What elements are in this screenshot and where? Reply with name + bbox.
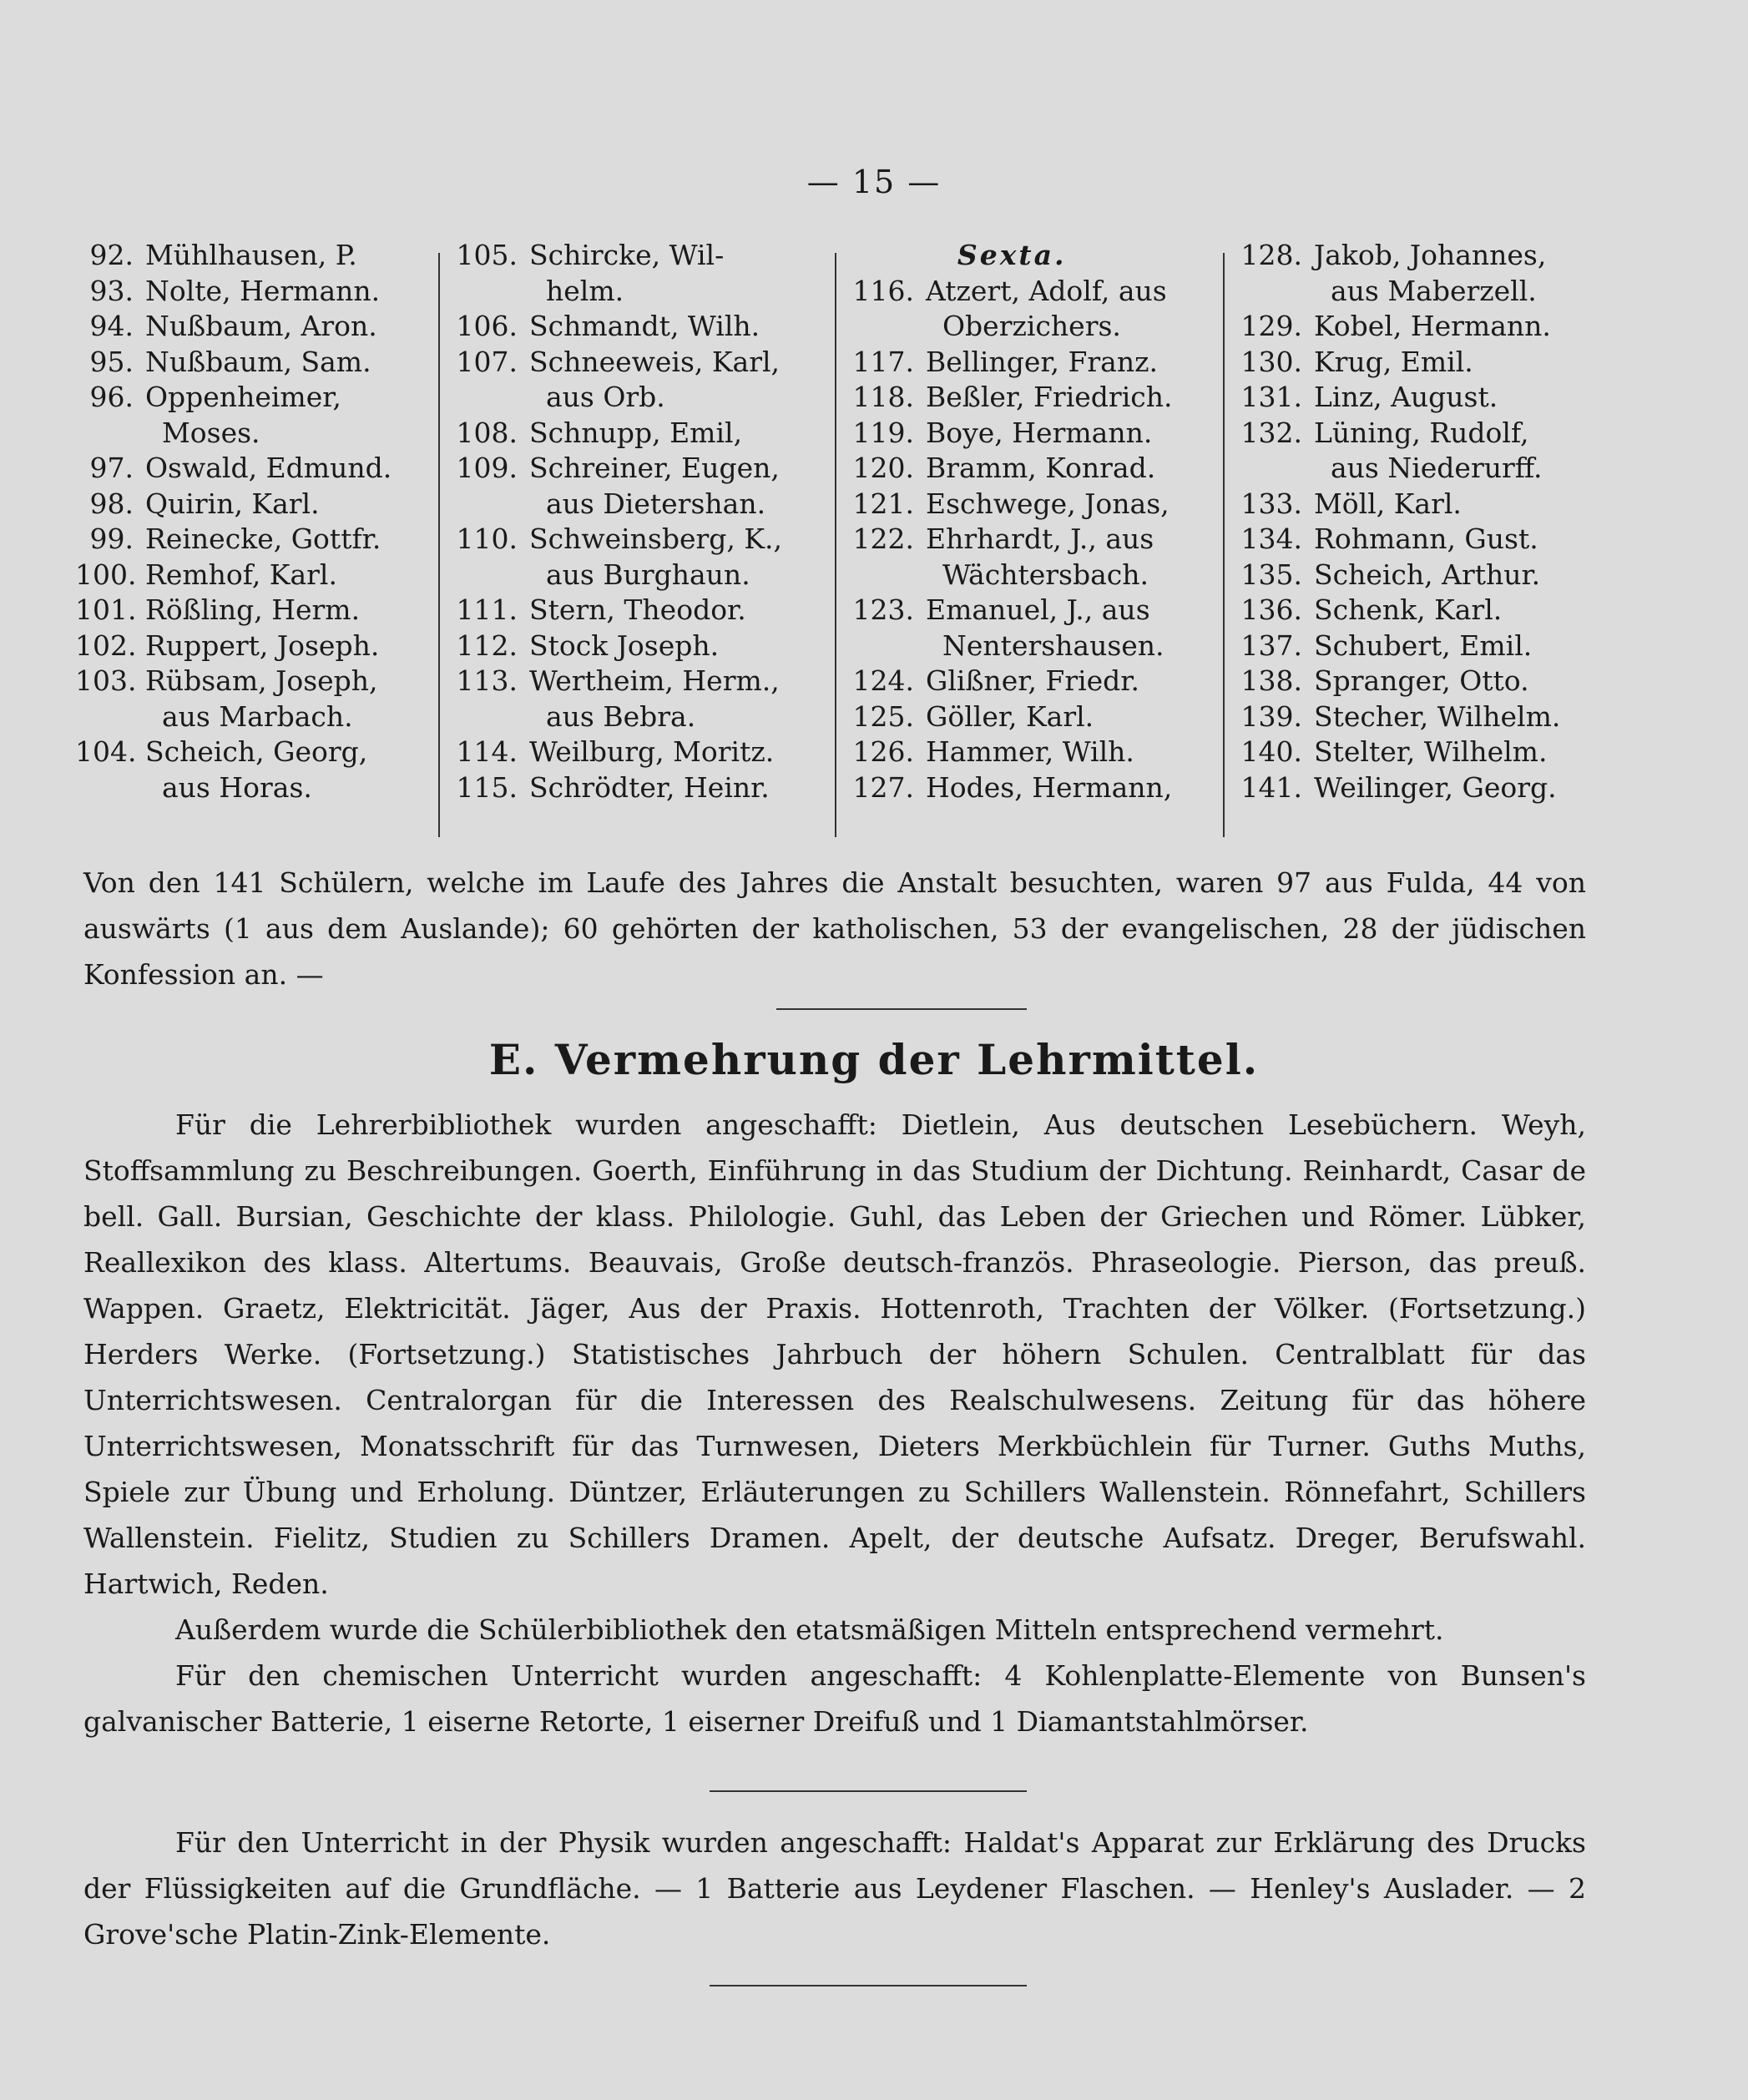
student-entry	[455, 380, 782, 416]
entry-name: Schircke, Wil-	[529, 239, 725, 271]
student-column-3	[851, 238, 1172, 805]
student-entry	[75, 274, 392, 310]
entry-number: 97.	[89, 452, 134, 484]
entry-number: 112.	[456, 628, 518, 662]
entry-number: 115.	[456, 770, 518, 804]
divider-rule	[710, 1985, 1027, 1986]
student-entry	[851, 380, 1172, 416]
entry-name: Wertheim, Herm.,	[529, 664, 780, 697]
entry-number: 120.	[852, 452, 914, 484]
entry-name: Hammer, Wilh.	[926, 735, 1134, 768]
entry-number: 129.	[1240, 310, 1302, 342]
column-heading: Sexta.	[957, 239, 1067, 271]
entry-number: 106.	[456, 310, 518, 342]
entry-name: Oswald, Edmund.	[145, 452, 392, 484]
entry-name: Kobel, Hermann.	[1314, 310, 1551, 342]
entry-name: Rübsam, Joseph,	[145, 664, 378, 697]
entry-number: 95.	[89, 345, 134, 378]
student-entry	[75, 558, 392, 593]
entry-name: Reinecke, Gottfr.	[145, 522, 381, 555]
entry-name: Scheich, Arthur.	[1314, 558, 1541, 591]
student-entry	[1240, 664, 1560, 699]
entry-name: Stecher, Wilhelm.	[1314, 699, 1561, 733]
entry-number: 121.	[852, 487, 914, 520]
chemistry-paragraph: Für den chemischen Unterricht wurden angeschafft: 4 Kohlenplatte-Elemente von Bunsen's galvanischer Batterie, 1 eiserne Retorte, 1 eiserner Dreifuß und 1 Diamantstahlmörser.	[83, 1659, 1586, 1738]
entry-name: Eschwege, Jonas,	[926, 487, 1170, 520]
student-entry	[455, 628, 782, 664]
entry-name: aus Dietershan.	[546, 487, 766, 520]
entry-number: 118.	[852, 381, 914, 413]
student-entry	[851, 274, 1172, 310]
entry-number: 125.	[852, 699, 914, 733]
section-title: E. Vermehrung der Lehrmittel.	[488, 1035, 1260, 1084]
entry-name: Schrödter, Heinr.	[529, 770, 770, 804]
enrollment-summary	[83, 860, 1586, 997]
entry-name: Schenk, Karl.	[1314, 593, 1503, 626]
entry-number: 135.	[1240, 558, 1302, 591]
student-entry	[1240, 451, 1560, 487]
student-entry	[75, 451, 392, 487]
entry-number: 122.	[852, 522, 914, 555]
student-entry	[455, 238, 782, 274]
entry-number: 110.	[456, 522, 518, 555]
entry-name: Emanuel, J., aus	[926, 593, 1150, 626]
student-column-1	[75, 238, 392, 805]
entry-number: 104.	[75, 735, 137, 768]
entry-name: Wächtersbach.	[942, 558, 1149, 591]
entry-name: Stelter, Wilhelm.	[1314, 735, 1548, 768]
entry-number: 136.	[1240, 593, 1302, 626]
student-entry	[1240, 593, 1560, 628]
library-paragraph: Für die Lehrerbibliothek wurden angeschafft: Dietlein, Aus deutschen Lesebüchern. Weyh, Stoffsammlung zu Beschreibungen. Goerth, Einführung in das Studium der Dichtung. Reinhardt, Casar de bell. Gall. Bursian, Geschichte der klass. Philologie. Guhl, das Leben der Griechen und Römer. Lübker, Reallexikon des klass. Altertums. Beauvais, Große deutsch-französ. Phraseologie. Pierson, das preuß. Wappen. Graetz, Elektricität. Jäger, Aus der Praxis. Hottenroth, Trachten der Völker. (Fortsetzung.) Herders Werke. (Fortsetzung.) Statistisches Jahrbuch der höhern Schulen. Centralblatt für das Unterrichtswesen. Centralorgan für die Interessen des Realschulwesens. Zeitung für das höhere Unterrichtswesen, Monatsschrift für das Turnwesen, Dieters Merkbüchlein für Turner. Guths Muths, Spiele zur Übung und Erholung. Düntzer, Erläuterungen zu Schillers Wallenstein. Rönnefahrt, Schillers Wallenstein. Fielitz, Studien zu Schillers Dramen. Apelt, der deutsche Aufsatz. Dreger, Berufswahl. Hartwich, Reden.	[83, 1108, 1586, 1600]
entry-number: 103.	[75, 664, 137, 697]
entry-number: 98.	[89, 487, 134, 520]
student-entry	[455, 664, 782, 699]
entry-name: Beßler, Friedrich.	[926, 381, 1173, 413]
entry-name: Ruppert, Joseph.	[145, 628, 380, 662]
student-entry	[75, 309, 392, 345]
student-entry	[75, 699, 392, 735]
student-entry	[851, 558, 1172, 593]
student-entry	[455, 451, 782, 487]
entry-name: Hodes, Hermann,	[926, 770, 1173, 804]
entry-name: Schreiner, Eugen,	[529, 452, 780, 484]
entry-name: Krug, Emil.	[1314, 345, 1473, 378]
entry-name: Remhof, Karl.	[145, 558, 337, 591]
student-entry	[851, 734, 1172, 770]
entry-name: helm.	[546, 274, 624, 307]
student-entry	[1240, 699, 1560, 735]
entry-number: 116.	[852, 274, 914, 307]
student-entry	[851, 309, 1172, 345]
entry-name: aus Niederurff.	[1331, 452, 1543, 484]
entry-name: Stern, Theodor.	[529, 593, 746, 626]
entry-number: 113.	[456, 664, 518, 697]
student-entry	[455, 416, 782, 452]
student-entry	[455, 734, 782, 770]
entry-name: Nolte, Hermann.	[145, 274, 381, 307]
entry-name: Schubert, Emil.	[1314, 628, 1533, 662]
student-entry	[75, 734, 392, 770]
student-entry	[75, 522, 392, 558]
student-entry	[455, 699, 782, 735]
student-library-paragraph: Außerdem wurde die Schülerbibliothek den etatsmäßigen Mitteln entsprechend vermehrt.	[175, 1613, 1444, 1646]
student-entry	[851, 699, 1172, 735]
entry-name: Nußbaum, Sam.	[145, 345, 371, 378]
entry-number: 96.	[89, 381, 134, 413]
entry-number: 137.	[1240, 628, 1302, 662]
student-entry	[75, 238, 392, 274]
student-entry	[851, 345, 1172, 381]
entry-name: Schneeweis, Karl,	[529, 345, 781, 378]
entry-name: Rößling, Herm.	[145, 593, 361, 626]
student-entry	[1240, 628, 1560, 664]
column-divider	[835, 253, 836, 837]
entry-number: 141.	[1240, 770, 1302, 804]
entry-name: Linz, August.	[1314, 381, 1498, 413]
entry-number: 130.	[1240, 345, 1302, 378]
entry-name: Weilinger, Georg.	[1314, 770, 1557, 804]
entry-name: Jakob, Johannes,	[1314, 239, 1547, 271]
student-entry	[75, 770, 392, 806]
entry-name: Glißner, Friedr.	[926, 664, 1139, 697]
entry-number: 140.	[1240, 735, 1302, 768]
entry-name: Moses.	[162, 416, 260, 449]
student-entry	[455, 309, 782, 345]
student-entry	[75, 593, 392, 628]
student-entry	[1240, 345, 1560, 381]
student-entry	[455, 487, 782, 522]
student-entry	[1240, 416, 1560, 452]
physics-paragraph: Für den Unterricht in der Physik wurden angeschafft: Haldat's Apparat zur Erklärung des Drucks der Flüssigkeiten auf die Grundfläche. — 1 Batterie aus Leydener Flaschen. — Henley's Auslader. — 2 Grove'sche Platin-Zink-Elemente.	[83, 1826, 1586, 1951]
student-entry	[1240, 487, 1560, 522]
entry-number: 134.	[1240, 522, 1302, 555]
student-entry	[1240, 522, 1560, 558]
entry-name: Oppenheimer,	[145, 381, 341, 413]
entry-name: Göller, Karl.	[926, 699, 1094, 733]
entry-name: aus Burghaun.	[546, 558, 750, 591]
entry-name: Oberzichers.	[942, 310, 1121, 342]
summary-paragraph: Von den 141 Schülern, welche im Laufe des Jahres die Anstalt besuchten, waren 97 aus Fulda, 44 von auswärts (1 aus dem Auslande); 60 gehörten der katholischen, 53 der evangelischen, 28 der jüdischen Konfession an. —	[83, 866, 1586, 991]
page-number: — 15 —	[806, 164, 942, 200]
entry-number: 108.	[456, 416, 518, 449]
student-entry	[75, 380, 392, 416]
student-entry	[75, 416, 392, 452]
entry-number: 94.	[89, 310, 134, 342]
student-entry	[851, 487, 1172, 522]
physics-section	[83, 1820, 1586, 1957]
entry-name: Schmandt, Wilh.	[529, 310, 760, 342]
student-entry	[75, 487, 392, 522]
student-entry	[455, 558, 782, 593]
divider-rule	[776, 1008, 1027, 1010]
student-entry	[455, 593, 782, 628]
entry-number: 109.	[456, 452, 518, 484]
entry-number: 126.	[852, 735, 914, 768]
entry-number: 92.	[89, 239, 134, 271]
student-column-2	[455, 238, 782, 805]
entry-number: 123.	[852, 593, 914, 626]
entry-name: Ehrhardt, J., aus	[926, 522, 1154, 555]
entry-number: 107.	[456, 345, 518, 378]
entry-number: 124.	[852, 664, 914, 697]
student-entry	[1240, 734, 1560, 770]
entry-name: Nentershausen.	[942, 628, 1164, 662]
entry-name: Nußbaum, Aron.	[145, 310, 377, 342]
student-entry	[75, 628, 392, 664]
entry-name: Atzert, Adolf, aus	[926, 274, 1167, 307]
entry-number: 114.	[456, 735, 518, 768]
student-entry	[1240, 558, 1560, 593]
entry-name: Bramm, Konrad.	[926, 452, 1156, 484]
entry-number: 93.	[89, 274, 134, 307]
student-entry	[851, 451, 1172, 487]
entry-name: aus Horas.	[162, 770, 312, 804]
entry-name: Schnupp, Emil,	[529, 416, 743, 449]
entry-name: Scheich, Georg,	[145, 735, 368, 768]
student-entry	[455, 345, 782, 381]
divider-rule	[710, 1790, 1027, 1792]
student-entry	[851, 593, 1172, 628]
entry-name: aus Maberzell.	[1331, 274, 1537, 307]
column-divider	[1223, 253, 1225, 837]
student-list	[75, 238, 1594, 851]
entry-number: 131.	[1240, 381, 1302, 413]
entry-number: 127.	[852, 770, 914, 804]
entry-number: 128.	[1240, 239, 1302, 271]
entry-number: 138.	[1240, 664, 1302, 697]
entry-name: Lüning, Rudolf,	[1314, 416, 1529, 449]
entry-number: 139.	[1240, 699, 1302, 733]
entry-number: 101.	[75, 593, 137, 626]
student-entry	[851, 416, 1172, 452]
entry-name: Mühlhausen, P.	[145, 239, 357, 271]
entry-number: 132.	[1240, 416, 1302, 449]
entry-name: Möll, Karl.	[1314, 487, 1462, 520]
student-entry	[455, 522, 782, 558]
entry-name: Boye, Hermann.	[926, 416, 1153, 449]
entry-name: Schweinsberg, K.,	[529, 522, 783, 555]
entry-number: 100.	[75, 558, 137, 591]
student-entry	[1240, 238, 1560, 274]
entry-name: aus Orb.	[546, 381, 665, 413]
entry-name: Bellinger, Franz.	[926, 345, 1158, 378]
student-entry	[1240, 770, 1560, 806]
entry-number: 105.	[456, 239, 518, 271]
entry-name: Spranger, Otto.	[1314, 664, 1529, 697]
column-divider	[438, 253, 440, 837]
student-entry	[851, 664, 1172, 699]
entry-name: Quirin, Karl.	[145, 487, 320, 520]
student-entry	[1240, 274, 1560, 310]
entry-number: 111.	[456, 593, 518, 626]
entry-name: Rohmann, Gust.	[1314, 522, 1538, 555]
student-entry	[75, 664, 392, 699]
student-column-4	[1240, 238, 1560, 805]
section-body	[83, 1102, 1586, 1744]
student-entry	[851, 628, 1172, 664]
entry-number: 117.	[852, 345, 914, 378]
entry-name: aus Marbach.	[162, 699, 353, 733]
entry-name: Weilburg, Moritz.	[529, 735, 775, 768]
student-entry	[455, 770, 782, 806]
entry-number: 119.	[852, 416, 914, 449]
student-entry	[75, 345, 392, 381]
entry-name: Stock Joseph.	[529, 628, 720, 662]
student-entry	[851, 770, 1172, 806]
student-entry	[1240, 380, 1560, 416]
entry-number: 102.	[75, 628, 137, 662]
student-entry	[1240, 309, 1560, 345]
entry-name: aus Bebra.	[546, 699, 696, 733]
student-entry	[455, 274, 782, 310]
entry-number: 133.	[1240, 487, 1302, 520]
entry-number: 99.	[89, 522, 134, 555]
student-entry	[851, 522, 1172, 558]
